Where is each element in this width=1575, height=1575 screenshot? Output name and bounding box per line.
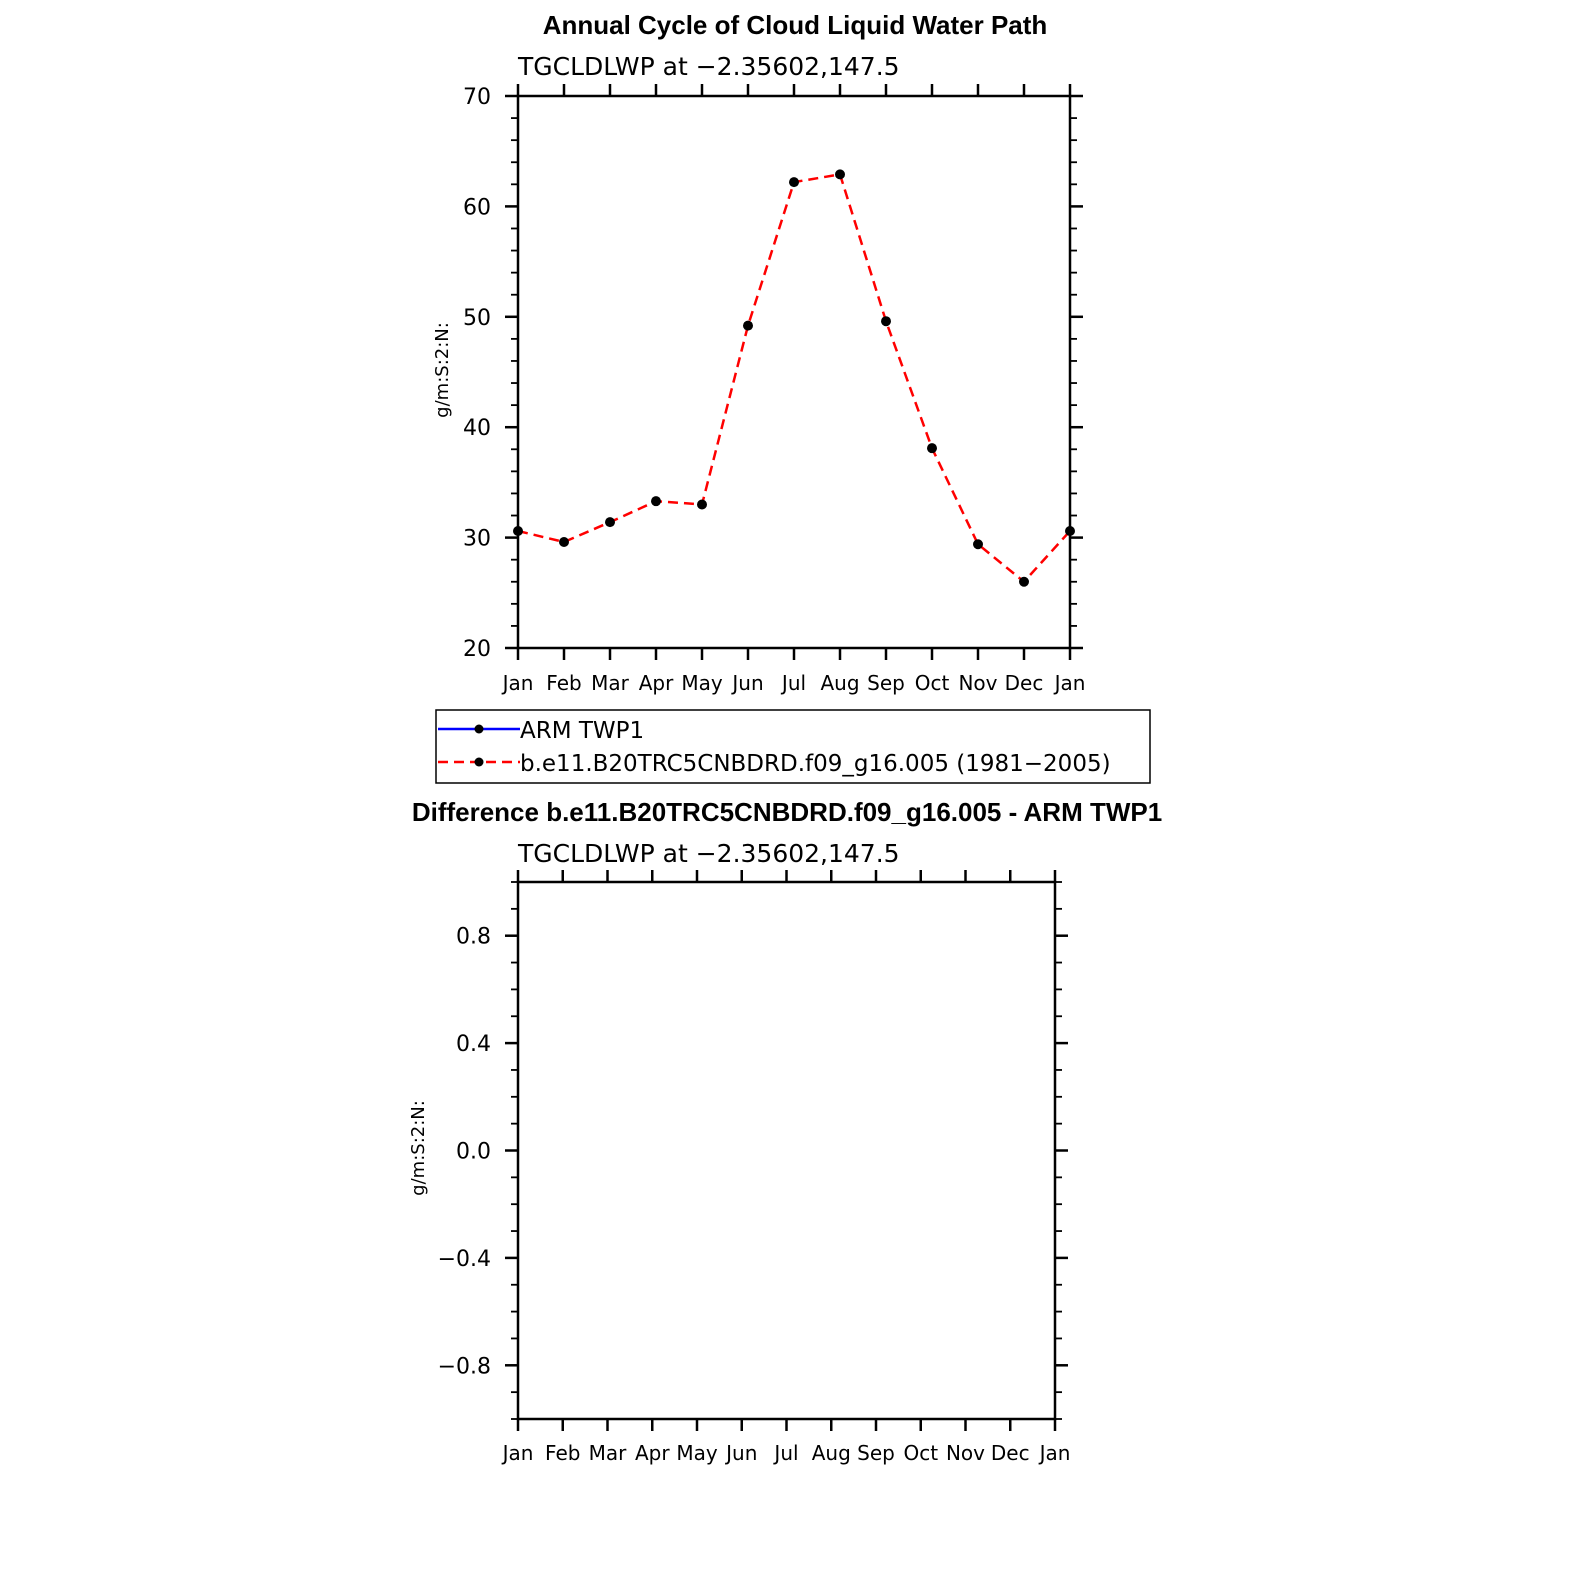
x-tick-label: Jul (781, 671, 807, 695)
data-point (881, 316, 891, 326)
series-line-1 (518, 174, 1070, 581)
y-tick-label: 60 (463, 195, 491, 221)
chart-2-axes (505, 870, 1068, 1431)
x-tick-label: Feb (546, 671, 582, 695)
y-tick-label: 70 (463, 85, 491, 110)
chart-2-subtitle: TGCLDLWP at −2.35602,147.5 (518, 839, 900, 868)
data-point (651, 496, 661, 506)
x-tick-label: Dec (990, 1441, 1030, 1465)
x-tick-label: Jun (732, 671, 764, 695)
legend-marker-model (475, 758, 484, 767)
data-point (1065, 526, 1075, 536)
legend-label-arm: ARM TWP1 (520, 718, 645, 744)
x-tick-label: Jun (726, 1441, 758, 1465)
chart-2-ylabel: g/m:S:2:N: (408, 1100, 429, 1196)
data-point (835, 169, 845, 179)
y-tick-label: 40 (463, 416, 491, 442)
data-point (559, 537, 569, 547)
x-tick-label: Sep (857, 1441, 895, 1465)
x-tick-label: Apr (634, 1441, 670, 1465)
x-tick-label: Jan (502, 671, 534, 695)
x-tick-label: Dec (1004, 671, 1044, 695)
plot-frame (518, 882, 1055, 1419)
x-tick-label: Sep (867, 671, 905, 695)
x-tick-label: Nov (958, 671, 998, 695)
y-tick-label: −0.8 (437, 1354, 491, 1380)
data-point (513, 526, 523, 536)
x-tick-label: Oct (903, 1441, 939, 1465)
x-tick-label: Mar (588, 1441, 627, 1465)
chart-1-axes (505, 84, 1083, 660)
x-tick-label: May (681, 671, 723, 695)
data-point (697, 499, 707, 509)
chart-1-tick-labels (463, 85, 1085, 695)
data-point (1019, 577, 1029, 587)
y-tick-label: 20 (463, 637, 491, 662)
y-tick-label: −0.4 (437, 1246, 491, 1272)
data-point (743, 321, 753, 331)
y-tick-label: 50 (463, 305, 491, 331)
x-tick-label: Oct (914, 671, 950, 695)
data-point (927, 443, 937, 453)
y-tick-label: 0.0 (456, 1139, 491, 1165)
legend-label-model: b.e11.B20TRC5CNBDRD.f09_g16.005 (1981−2005) (520, 751, 1111, 777)
chart-1-legend (436, 710, 1150, 783)
chart-2-title: Difference b.e11.B20TRC5CNBDRD.f09_g16.005 - ARM TWP1 (411, 797, 1163, 827)
chart-1-title: Annual Cycle of Cloud Liquid Water Path (542, 10, 1048, 40)
x-tick-label: Mar (591, 671, 629, 695)
x-tick-label: Jan (502, 1441, 534, 1465)
y-tick-label: 0.8 (456, 924, 491, 950)
x-tick-label: May (676, 1441, 718, 1465)
x-tick-label: Jan (1054, 671, 1086, 695)
y-tick-label: 30 (463, 526, 491, 552)
chart-1-series (513, 169, 1075, 586)
chart-2-tick-labels (438, 925, 1071, 1465)
chart-1-subtitle: TGCLDLWP at −2.35602,147.5 (518, 52, 900, 81)
data-point (605, 517, 615, 527)
x-tick-label: Jul (774, 1441, 799, 1465)
x-tick-label: Jan (1039, 1441, 1071, 1465)
y-tick-label: 0.4 (456, 1032, 491, 1058)
x-tick-label: Apr (638, 671, 674, 695)
x-tick-label: Nov (945, 1441, 986, 1465)
chart-1-ylabel: g/m:S:2:N: (432, 322, 453, 418)
x-tick-label: Aug (811, 1441, 851, 1465)
x-tick-label: Aug (820, 671, 860, 695)
x-tick-label: Feb (545, 1441, 581, 1465)
data-point (973, 539, 983, 549)
data-point (789, 177, 799, 187)
legend-marker-arm (475, 725, 484, 734)
